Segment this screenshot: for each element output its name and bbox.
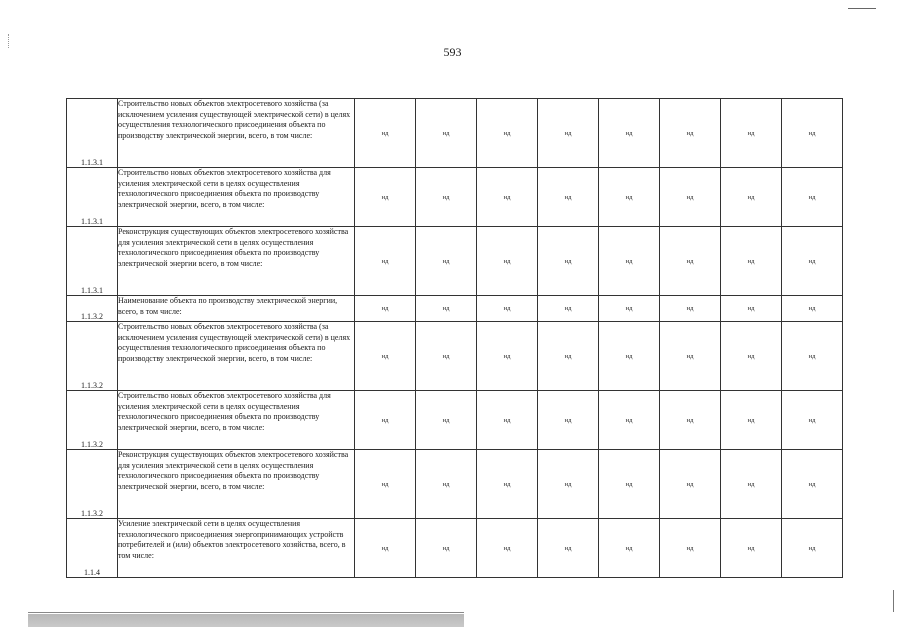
- table-row: [67, 519, 843, 578]
- value-cell: нд: [355, 227, 416, 296]
- value-cell: нд: [538, 227, 599, 296]
- value-cell: нд: [538, 168, 599, 227]
- value-cell: нд: [416, 519, 477, 578]
- value-cell: нд: [721, 99, 782, 168]
- value-cell: нд: [660, 450, 721, 519]
- row-description: Строительство новых объектов электросетевого хозяйства для усиления электрической сети в целях осуществления технологического присоединения объекта по производству электрической энергии, всего, в том числе:: [118, 168, 355, 227]
- value-cell: нд: [416, 168, 477, 227]
- value-cell: нд: [355, 391, 416, 450]
- value-cell: нд: [477, 519, 538, 578]
- table-row: [67, 391, 843, 450]
- row-code: 1.1.3.2: [67, 322, 118, 391]
- value-cell: нд: [477, 99, 538, 168]
- value-cell: нд: [538, 322, 599, 391]
- table-row: [67, 168, 843, 227]
- value-cell: нд: [782, 519, 843, 578]
- value-cell: нд: [355, 450, 416, 519]
- value-cell: нд: [599, 227, 660, 296]
- value-cell: нд: [782, 450, 843, 519]
- value-cell: нд: [721, 227, 782, 296]
- value-cell: нд: [538, 296, 599, 322]
- value-cell: нд: [660, 519, 721, 578]
- value-cell: нд: [599, 168, 660, 227]
- value-cell: нд: [599, 450, 660, 519]
- scan-mark-top-right: [848, 8, 876, 9]
- value-cell: нд: [416, 296, 477, 322]
- value-cell: нд: [416, 99, 477, 168]
- row-code: 1.1.3.2: [67, 450, 118, 519]
- value-cell: нд: [721, 322, 782, 391]
- value-cell: нд: [721, 168, 782, 227]
- table-row: [67, 322, 843, 391]
- value-cell: нд: [599, 296, 660, 322]
- row-code: 1.1.3.1: [67, 168, 118, 227]
- value-cell: нд: [355, 168, 416, 227]
- value-cell: нд: [721, 391, 782, 450]
- data-table: [66, 98, 843, 578]
- value-cell: нд: [660, 391, 721, 450]
- value-cell: нд: [538, 391, 599, 450]
- value-cell: нд: [599, 391, 660, 450]
- scan-shadow-bar: [28, 614, 464, 627]
- value-cell: нд: [782, 296, 843, 322]
- scan-mark-right: [893, 590, 894, 612]
- value-cell: нд: [416, 450, 477, 519]
- page-number: 593: [443, 45, 462, 59]
- row-description: Строительство новых объектов электросетевого хозяйства (за исключением усиления существующей электрической сети) в целях осуществления технологического присоединения объекта по производству электрической энергии, всего, в том числе:: [118, 99, 355, 168]
- value-cell: нд: [477, 391, 538, 450]
- value-cell: нд: [477, 227, 538, 296]
- scan-edge-line: [28, 612, 464, 613]
- value-cell: нд: [538, 519, 599, 578]
- row-description: Реконструкция существующих объектов электросетевого хозяйства для усиления электрической сети в целях осуществления технологического присоединения объекта по производству электрической энергии, всего, в том числе:: [118, 450, 355, 519]
- table-row: [67, 296, 843, 322]
- table-row: [67, 450, 843, 519]
- row-description: Наименование объекта по производству электрической энергии, всего, в том числе:: [118, 296, 355, 322]
- value-cell: нд: [416, 391, 477, 450]
- value-cell: нд: [782, 322, 843, 391]
- value-cell: нд: [660, 168, 721, 227]
- row-code: 1.1.3.2: [67, 391, 118, 450]
- value-cell: нд: [599, 99, 660, 168]
- value-cell: нд: [538, 99, 599, 168]
- value-cell: нд: [599, 519, 660, 578]
- value-cell: нд: [355, 519, 416, 578]
- value-cell: нд: [416, 322, 477, 391]
- row-description: Реконструкция существующих объектов электросетевого хозяйства для усиления электрической сети в целях осуществления технологического присоединения объекта по производству электрической энергии всего, в том числе:: [118, 227, 355, 296]
- value-cell: нд: [721, 296, 782, 322]
- value-cell: нд: [660, 227, 721, 296]
- row-description: Усиление электрической сети в целях осуществления технологического присоединения энергопринимающих устройств потребителей и (или) объектов электросетевого хозяйства, всего, в том числе:: [118, 519, 355, 578]
- value-cell: нд: [660, 322, 721, 391]
- row-code: 1.1.3.1: [67, 99, 118, 168]
- row-code: 1.1.3.1: [67, 227, 118, 296]
- value-cell: нд: [355, 296, 416, 322]
- row-code: 1.1.4: [67, 519, 118, 578]
- value-cell: нд: [782, 168, 843, 227]
- value-cell: нд: [660, 296, 721, 322]
- value-cell: нд: [782, 99, 843, 168]
- value-cell: нд: [782, 391, 843, 450]
- row-description: Строительство новых объектов электросетевого хозяйства для усиления электрической сети в целях осуществления технологического присоединения объекта по производству электрической энергии, всего, в том числе:: [118, 391, 355, 450]
- value-cell: нд: [477, 168, 538, 227]
- value-cell: нд: [721, 519, 782, 578]
- row-description: Строительство новых объектов электросетевого хозяйства (за исключением усиления существующей электрической сети) в целях осуществления технологического присоединения объекта по производству электрической энергии, всего, в том числе:: [118, 322, 355, 391]
- value-cell: нд: [477, 450, 538, 519]
- value-cell: нд: [477, 322, 538, 391]
- value-cell: нд: [599, 322, 660, 391]
- value-cell: нд: [355, 322, 416, 391]
- table-row: [67, 99, 843, 168]
- value-cell: нд: [355, 99, 416, 168]
- value-cell: нд: [782, 227, 843, 296]
- value-cell: нд: [660, 99, 721, 168]
- table-row: [67, 227, 843, 296]
- value-cell: нд: [477, 296, 538, 322]
- value-cell: нд: [416, 227, 477, 296]
- value-cell: нд: [721, 450, 782, 519]
- row-code: 1.1.3.2: [67, 296, 118, 322]
- value-cell: нд: [538, 450, 599, 519]
